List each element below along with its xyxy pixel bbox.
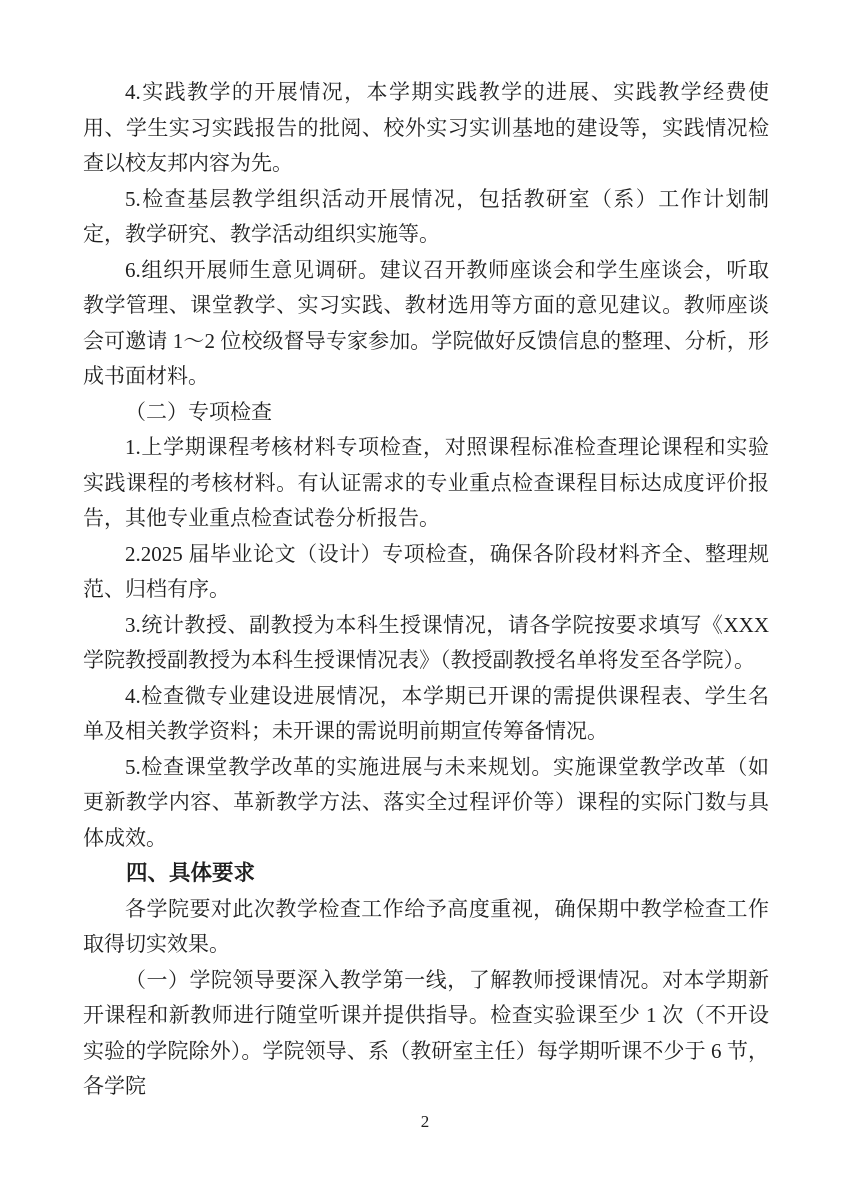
- body-paragraph: （二）专项检查: [125, 399, 272, 424]
- body-paragraph: 各学院要对此次教学检查工作给予高度重视，确保期中教学检查工作取得切实效果。: [83, 896, 769, 956]
- body-paragraph: 3.统计教授、副教授为本科生授课情况，请各学院按要求填写《XXX 学院教授副教授为本科生授课情况表》（教授副教授名单将发至各学院）。: [83, 612, 769, 672]
- body-paragraph: 5.检查基层教学组织活动开展情况，包括教研室（系）工作计划制定，教学研究、教学活动组织实施等。: [83, 186, 769, 246]
- body-paragraph: 6.组织开展师生意见调研。建议召开教师座谈会和学生座谈会，听取教学管理、课堂教学、实习实践、教材选用等方面的意见建议。教师座谈会可邀请 1～2 位校级督导专家参加。学院做好反馈信息的整理、分析，形成书面材料。: [83, 257, 769, 388]
- body-paragraph: 4.实践教学的开展情况，本学期实践教学的进展、实践教学经费使用、学生实习实践报告的批阅、校外实习实训基地的建设等，实践情况检查以校友邦内容为先。: [83, 80, 769, 175]
- body-paragraph: 1.上学期课程考核材料专项检查，对照课程标准检查理论课程和实验实践课程的考核材料。有认证需求的专业重点检查课程目标达成度评价报告，其他专业重点检查试卷分析报告。: [83, 435, 769, 530]
- body-paragraph: 4.检查微专业建设进展情况，本学期已开课的需提供课程表、学生名单及相关教学资料；未开课的需说明前期宣传筹备情况。: [83, 683, 769, 743]
- page-number: 2: [420, 1112, 430, 1131]
- section-heading: 四、具体要求: [126, 861, 256, 885]
- body-paragraph: （一）学院领导要深入教学第一线，了解教师授课情况。对本学期新开课程和新教师进行随堂听课并提供指导。检查实验课至少 1 次（不开设实验的学院除外）。学院领导、系（教研室主任）每学期听课不少于 6 节，各学院: [83, 967, 769, 1098]
- body-paragraph: 5.检查课堂教学改革的实施进展与未来规划。实施课堂教学改革（如更新教学内容、革新教学方法、落实全过程评价等）课程的实际门数与具体成效。: [83, 754, 769, 850]
- document-body: [83, 75, 769, 1105]
- body-paragraph: 2.2025 届毕业论文（设计）专项检查，确保各阶段材料齐全、整理规范、归档有序。: [83, 541, 769, 601]
